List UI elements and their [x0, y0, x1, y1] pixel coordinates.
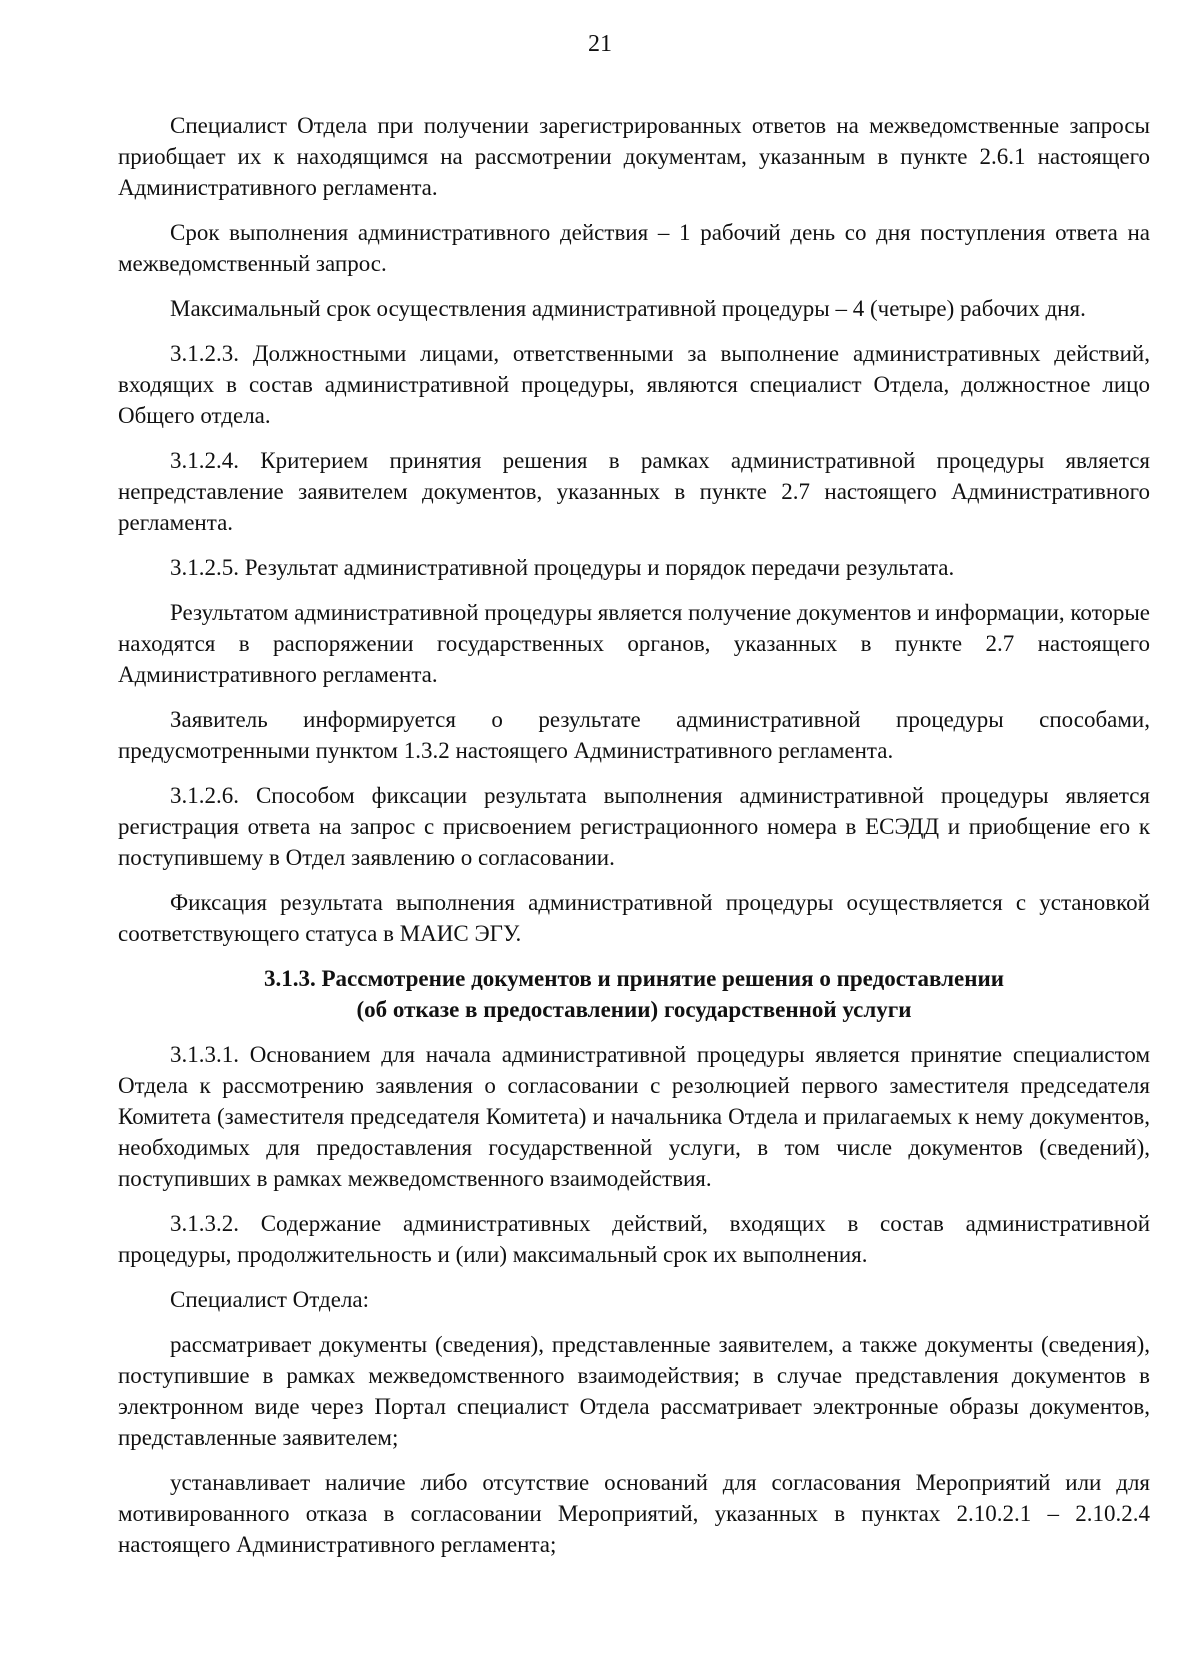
- page-number: 21: [588, 31, 612, 57]
- paragraph: 3.1.2.4. Критерием принятия решения в рамках административной процедуры является непредставление заявителем документов, указанных в пункте 2.7 настоящего Административного регламента.: [118, 448, 1150, 535]
- paragraph: Максимальный срок осуществления административной процедуры – 4 (четыре) рабочих дня.: [170, 296, 1086, 321]
- paragraph: 3.1.3.1. Основанием для начала административной процедуры является принятие специалистом Отдела к рассмотрению заявления о согласовании с резолюцией первого заместителя председателя Комитета (заместителя председателя Комитета) и начальника Отдела и прилагаемых к нему документов, необходимых для предоставления государственной услуги, в том числе документов (сведений), поступивших в рамках межведомственного взаимодействия.: [118, 1042, 1150, 1191]
- paragraph: 3.1.2.6. Способом фиксации результата выполнения административной процедуры является регистрация ответа на запрос с присвоением регистрационного номера в ЕСЭДД и приобщение его к поступившему в Отдел заявлению о согласовании.: [118, 783, 1150, 870]
- paragraph: 3.1.2.3. Должностными лицами, ответственными за выполнение административных действий, входящих в состав административной процедуры, являются специалист Отдела, должностное лицо Общего отдела.: [118, 341, 1150, 428]
- paragraph: устанавливает наличие либо отсутствие оснований для согласования Мероприятий или для мотивированного отказа в согласовании Мероприятий, указанных в пунктах 2.10.2.1 – 2.10.2.4 настоящего Административного регламента;: [118, 1470, 1150, 1557]
- paragraph: Специалист Отдела:: [170, 1287, 370, 1312]
- paragraph: Результатом административной процедуры является получение документов и информации, которые находятся в распоряжении государственных органов, указанных в пункте 2.7 настоящего Административного регламента.: [118, 600, 1150, 687]
- paragraph: 3.1.2.5. Результат административной процедуры и порядок передачи результата.: [170, 555, 955, 580]
- paragraph: 3.1.3.2. Содержание административных действий, входящих в состав административной процедуры, продолжительность и (или) максимальный срок их выполнения.: [118, 1211, 1150, 1267]
- section-heading-line-1: 3.1.3. Рассмотрение документов и принятие решения о предоставлении: [264, 966, 1004, 991]
- document-body: [118, 110, 1150, 1574]
- paragraph: Заявитель информируется о результате административной процедуры способами, предусмотренными пунктом 1.3.2 настоящего Административного регламента.: [118, 707, 1150, 763]
- paragraph: Срок выполнения административного действия – 1 рабочий день со дня поступления ответа на межведомственный запрос.: [118, 220, 1150, 276]
- section-heading: [118, 963, 1150, 1025]
- paragraph: Фиксация результата выполнения административной процедуры осуществляется с установкой соответствующего статуса в МАИС ЭГУ.: [118, 890, 1150, 946]
- paragraph: Специалист Отдела при получении зарегистрированных ответов на межведомственные запросы приобщает их к находящимся на рассмотрении документам, указанным в пункте 2.6.1 настоящего Административного регламента.: [118, 113, 1150, 200]
- section-heading-line-2: (об отказе в предоставлении) государственной услуги: [356, 997, 912, 1022]
- paragraph: рассматривает документы (сведения), представленные заявителем, а также документы (сведения), поступившие в рамках межведомственного взаимодействия; в случае представления документов в электронном виде через Портал специалист Отдела рассматривает электронные образы документов, представленные заявителем;: [118, 1332, 1150, 1450]
